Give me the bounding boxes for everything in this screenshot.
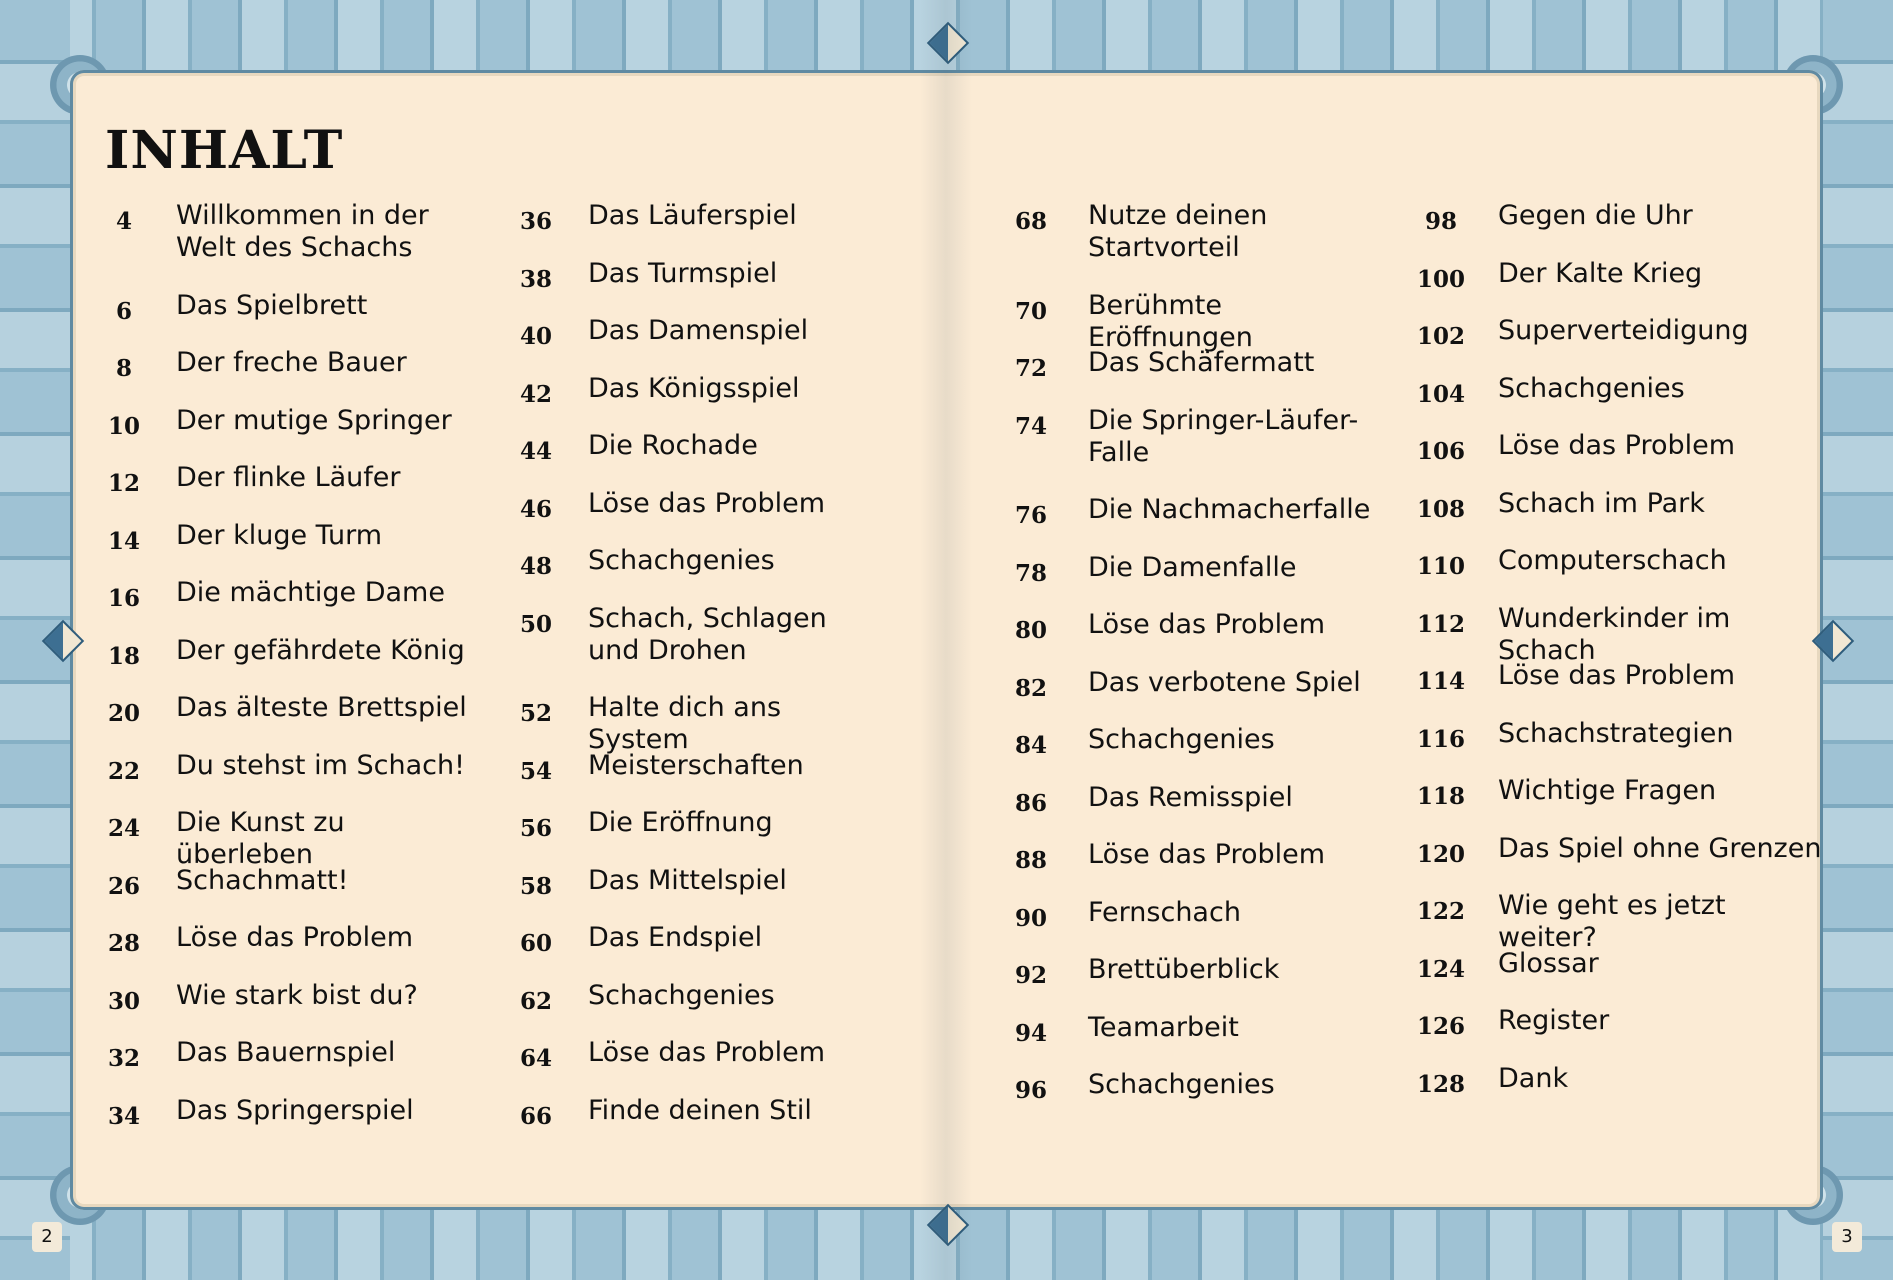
toc-page-number: 6 bbox=[115, 297, 132, 325]
toc-entry-title: Nutze deinen Startvorteil bbox=[1088, 200, 1268, 263]
toc-entry-title: Löse das Problem bbox=[588, 487, 826, 519]
toc-entry bbox=[98, 577, 476, 612]
toc-entry bbox=[98, 405, 476, 440]
toc-entry bbox=[98, 520, 476, 555]
toc-page-number: 66 bbox=[519, 1102, 552, 1130]
toc-entry bbox=[1410, 775, 1828, 810]
toc-entry-title: Computerschach bbox=[1498, 545, 1727, 576]
toc-entry bbox=[98, 807, 476, 871]
toc-page-number: 56 bbox=[519, 815, 552, 842]
toc-entry bbox=[1410, 1005, 1828, 1040]
toc-page-number: 8 bbox=[115, 355, 132, 382]
toc-entry-title: Löse das Problem bbox=[176, 922, 414, 953]
toc-entry bbox=[1000, 839, 1388, 874]
toc-entry-title: Brettüberblick bbox=[1088, 954, 1280, 985]
toc-page-number: 50 bbox=[519, 610, 552, 638]
toc-entry bbox=[510, 430, 878, 465]
toc-entry bbox=[1410, 258, 1828, 293]
toc-entry bbox=[510, 922, 878, 957]
toc-page-number: 88 bbox=[1014, 847, 1047, 874]
toc-entry-title: Der flinke Läufer bbox=[176, 462, 401, 493]
toc-entry-title: Das verbotene Spiel bbox=[1088, 666, 1361, 698]
toc-page-number: 48 bbox=[519, 553, 552, 580]
toc-entry-title: Berühmte Eröffnungen bbox=[1088, 289, 1253, 353]
toc-entry bbox=[1410, 948, 1828, 983]
toc-entry-title: Die Eröffnung bbox=[588, 807, 773, 838]
toc-entry-title: Register bbox=[1498, 1005, 1610, 1036]
toc-page-number: 30 bbox=[107, 987, 140, 1015]
toc-entry-title: Die Kunst zu überleben bbox=[176, 807, 345, 870]
toc-entry bbox=[1000, 724, 1388, 759]
toc-entry bbox=[98, 635, 476, 670]
toc-page-number: 62 bbox=[519, 987, 552, 1015]
toc-entry bbox=[1410, 603, 1828, 667]
toc-entry bbox=[510, 1037, 878, 1072]
toc-page-number: 10 bbox=[107, 412, 140, 440]
toc-entry-title: Das Turmspiel bbox=[588, 257, 778, 289]
toc-entry-title: Schachgenies bbox=[588, 545, 775, 576]
toc-page-number: 98 bbox=[1424, 208, 1457, 235]
toc-page-number: 58 bbox=[519, 872, 552, 900]
toc-page-number: 118 bbox=[1416, 783, 1465, 810]
toc-entry-title: Gegen die Uhr bbox=[1498, 200, 1693, 231]
toc-entry bbox=[1410, 315, 1828, 350]
toc-entry bbox=[1410, 890, 1828, 954]
toc-entry-title: Glossar bbox=[1498, 947, 1599, 979]
toc-entry bbox=[1000, 667, 1388, 702]
toc-page-number: 126 bbox=[1416, 1013, 1465, 1040]
toc-entry-title: Der mutige Springer bbox=[176, 404, 452, 436]
toc-entry-title: Das Endspiel bbox=[588, 922, 763, 953]
toc-entry-title: Die mächtige Dame bbox=[176, 577, 445, 608]
toc-entry-title: Die Damenfalle bbox=[1088, 551, 1297, 583]
toc-entry-title: Schach im Park bbox=[1498, 487, 1705, 519]
toc-page-number: 42 bbox=[519, 380, 552, 408]
toc-entry bbox=[510, 603, 878, 667]
toc-entry-title: Meisterschaften bbox=[588, 749, 804, 781]
toc-entry-title: Der kluge Turm bbox=[176, 519, 383, 551]
toc-entry-title: Schachgenies bbox=[1088, 724, 1275, 755]
toc-entry bbox=[98, 750, 476, 785]
toc-page-number: 102 bbox=[1416, 323, 1465, 350]
toc-page-number: 78 bbox=[1014, 559, 1047, 587]
toc-entry bbox=[1410, 373, 1828, 408]
toc-entry-title: Der Kalte Krieg bbox=[1498, 257, 1703, 289]
toc-entry-title: Schach, Schlagen und Drohen bbox=[588, 602, 827, 666]
toc-entry bbox=[98, 290, 476, 325]
toc-entry-title: Das Läuferspiel bbox=[588, 200, 797, 231]
toc-page-number: 110 bbox=[1416, 553, 1465, 580]
toc-entry-title: Das älteste Brettspiel bbox=[176, 692, 467, 723]
toc-entry bbox=[98, 1095, 476, 1130]
toc-entry-title: Das Mittelspiel bbox=[588, 864, 787, 896]
toc-entry-title: Das Spiel ohne Grenzen bbox=[1498, 832, 1822, 864]
toc-page-number: 76 bbox=[1014, 502, 1047, 529]
toc-entry-title: Finde deinen Stil bbox=[588, 1094, 812, 1126]
toc-entry bbox=[1410, 488, 1828, 523]
toc-entry bbox=[510, 1095, 878, 1130]
toc-page-number: 16 bbox=[107, 585, 140, 612]
toc-entry-title: Wunderkinder im Schach bbox=[1498, 602, 1731, 666]
toc-entry bbox=[1410, 545, 1828, 580]
toc-entry-title: Die Springer-Läufer-Falle bbox=[1088, 404, 1359, 468]
toc-entry-title: Fernschach bbox=[1088, 896, 1241, 928]
toc-entry-title: Teamarbeit bbox=[1088, 1011, 1239, 1043]
toc-entry bbox=[98, 980, 476, 1015]
toc-entry bbox=[98, 865, 476, 900]
toc-entry-title: Wichtige Fragen bbox=[1498, 775, 1717, 806]
toc-entry bbox=[510, 315, 878, 350]
toc-page-number: 106 bbox=[1416, 438, 1465, 465]
toc-page-number: 34 bbox=[107, 1102, 140, 1130]
toc-entry-title: Superverteidigung bbox=[1498, 315, 1749, 346]
toc-entry-title: Wie geht es jetzt weiter? bbox=[1498, 890, 1726, 953]
toc-entry bbox=[98, 347, 476, 382]
toc-page-number: 14 bbox=[107, 527, 140, 555]
toc-page-number: 112 bbox=[1416, 610, 1465, 638]
toc-entry bbox=[1000, 782, 1388, 817]
toc-entry bbox=[1000, 1069, 1388, 1104]
page-title: INHALT bbox=[105, 120, 344, 181]
toc-entry-title: Halte dich ans System bbox=[588, 692, 782, 755]
toc-entry bbox=[1000, 494, 1388, 529]
toc-page-number: 116 bbox=[1416, 725, 1465, 753]
toc-entry bbox=[510, 258, 878, 293]
toc-page-number: 90 bbox=[1014, 904, 1047, 932]
toc-entry-title: Wie stark bist du? bbox=[176, 979, 418, 1011]
toc-entry-title: Willkommen in der Welt des Schachs bbox=[176, 200, 429, 263]
toc-page-number: 64 bbox=[519, 1045, 552, 1072]
toc-entry-title: Löse das Problem bbox=[1498, 660, 1736, 691]
toc-entry bbox=[1000, 609, 1388, 644]
toc-page-number: 68 bbox=[1014, 208, 1047, 235]
toc-page-number: 74 bbox=[1014, 412, 1047, 440]
toc-entry-title: Die Rochade bbox=[588, 430, 758, 461]
toc-page-number: 40 bbox=[519, 323, 552, 350]
toc-page-number: 92 bbox=[1014, 962, 1047, 989]
toc-page-number: 100 bbox=[1416, 265, 1465, 293]
toc-entry bbox=[98, 692, 476, 727]
toc-entry-title: Löse das Problem bbox=[1088, 609, 1326, 640]
toc-page-number: 82 bbox=[1014, 674, 1047, 702]
toc-page-number: 128 bbox=[1416, 1070, 1465, 1098]
toc-entry bbox=[510, 488, 878, 523]
toc-page-number: 80 bbox=[1014, 617, 1047, 644]
toc-entry-title: Schachmatt! bbox=[176, 864, 349, 896]
toc-page-number: 108 bbox=[1416, 495, 1465, 523]
toc-entry bbox=[510, 865, 878, 900]
toc-page-number: 38 bbox=[519, 265, 552, 293]
toc-entry bbox=[1000, 1012, 1388, 1047]
toc-page-number: 32 bbox=[107, 1045, 140, 1072]
toc-entry bbox=[1000, 200, 1388, 264]
toc-entry bbox=[510, 373, 878, 408]
toc-page-number: 24 bbox=[107, 815, 140, 842]
toc-entry-title: Der gefährdete König bbox=[176, 634, 465, 666]
toc-entry-title: Der freche Bauer bbox=[176, 347, 407, 378]
toc-entry bbox=[1000, 405, 1388, 469]
toc-entry-title: Schachstrategien bbox=[1498, 717, 1734, 749]
toc-entry-title: Das Spielbrett bbox=[176, 289, 368, 321]
toc-entry-title: Das Springerspiel bbox=[176, 1094, 414, 1126]
toc-entry-title: Das Damenspiel bbox=[588, 315, 809, 346]
toc-entry bbox=[1000, 897, 1388, 932]
toc-page-number: 18 bbox=[107, 642, 140, 670]
toc-entry bbox=[98, 462, 476, 497]
toc-entry-title: Die Nachmacherfalle bbox=[1088, 494, 1371, 525]
toc-page-number: 12 bbox=[107, 470, 140, 497]
toc-entry-title: Das Remisspiel bbox=[1088, 781, 1293, 813]
toc-entry bbox=[1000, 954, 1388, 989]
toc-page-number: 28 bbox=[107, 930, 140, 957]
toc-entry bbox=[98, 1037, 476, 1072]
toc-entry bbox=[1000, 347, 1388, 382]
toc-page-number: 36 bbox=[519, 208, 552, 235]
toc-entry bbox=[1000, 552, 1388, 587]
toc-page-number: 96 bbox=[1014, 1077, 1047, 1104]
toc-page-number: 46 bbox=[519, 495, 552, 523]
toc-page-number: 22 bbox=[107, 757, 140, 785]
toc-entry bbox=[1410, 200, 1828, 235]
toc-page-number: 72 bbox=[1014, 355, 1047, 382]
toc-entry bbox=[510, 807, 878, 842]
toc-page-number: 4 bbox=[115, 208, 132, 235]
toc-page-number: 52 bbox=[519, 700, 552, 727]
toc-entry bbox=[1410, 833, 1828, 868]
toc-entry bbox=[1000, 290, 1388, 354]
toc-entry-title: Das Schäfermatt bbox=[1088, 347, 1315, 378]
toc-entry bbox=[1410, 1063, 1828, 1098]
page-number-left: 2 bbox=[32, 1222, 62, 1252]
toc-entry-title: Löse das Problem bbox=[1088, 839, 1326, 870]
toc-entry bbox=[510, 692, 878, 756]
toc-entry bbox=[510, 750, 878, 785]
toc-page-number: 44 bbox=[519, 438, 552, 465]
toc-page-number: 120 bbox=[1416, 840, 1465, 868]
toc-page-number: 124 bbox=[1416, 955, 1465, 983]
toc-entry-title: Schachgenies bbox=[588, 979, 775, 1011]
toc-page-number: 54 bbox=[519, 757, 552, 785]
toc-page-number: 94 bbox=[1014, 1019, 1047, 1047]
toc-page-number: 70 bbox=[1014, 297, 1047, 325]
toc-entry-title: Das Königsspiel bbox=[588, 372, 800, 404]
page-number-right: 3 bbox=[1832, 1222, 1862, 1252]
toc-entry bbox=[1410, 660, 1828, 695]
toc-entry-title: Schachgenies bbox=[1498, 372, 1685, 404]
toc-entry bbox=[510, 545, 878, 580]
toc-entry-title: Dank bbox=[1498, 1062, 1569, 1094]
toc-entry bbox=[1410, 718, 1828, 753]
toc-entry bbox=[98, 200, 476, 264]
toc-page-number: 86 bbox=[1014, 789, 1047, 817]
toc-entry-title: Löse das Problem bbox=[588, 1037, 826, 1068]
toc-page-number: 60 bbox=[519, 930, 552, 957]
toc-entry-title: Löse das Problem bbox=[1498, 430, 1736, 461]
toc-page-number: 114 bbox=[1416, 668, 1465, 695]
toc-entry-title: Schachgenies bbox=[1088, 1069, 1275, 1100]
toc-page-number: 122 bbox=[1416, 898, 1465, 925]
toc-entry bbox=[510, 980, 878, 1015]
toc-entry-title: Du stehst im Schach! bbox=[176, 749, 465, 781]
toc-page-number: 20 bbox=[107, 700, 140, 727]
toc-page-number: 26 bbox=[107, 872, 140, 900]
toc-page-number: 104 bbox=[1416, 380, 1465, 408]
toc-page-number: 84 bbox=[1014, 732, 1047, 759]
toc-entry-title: Das Bauernspiel bbox=[176, 1037, 396, 1068]
toc-entry bbox=[510, 200, 878, 235]
toc-entry bbox=[98, 922, 476, 957]
toc-entry bbox=[1410, 430, 1828, 465]
